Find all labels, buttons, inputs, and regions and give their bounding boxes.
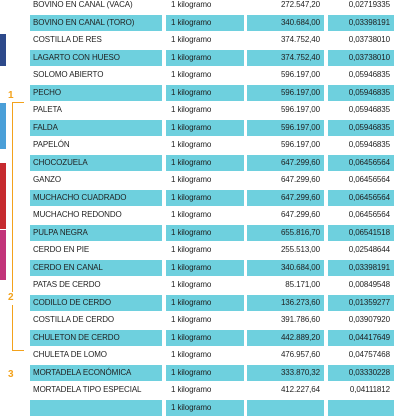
unit-cost-cell: 0,05946835 bbox=[328, 85, 394, 102]
unit-cell: 1 kilogramo bbox=[166, 260, 244, 277]
product-name-cell: CHULETON DE CERDO bbox=[30, 330, 162, 347]
table-row bbox=[30, 207, 390, 224]
product-name-cell: MUCHACHO CUADRADO bbox=[30, 190, 162, 207]
price-cell: 647.299,60 bbox=[247, 172, 324, 189]
price-table bbox=[30, 0, 390, 417]
unit-cost-cell: 0,04757468 bbox=[328, 347, 394, 364]
price-cell: 647.299,60 bbox=[247, 155, 324, 172]
product-name-cell: GANZO bbox=[30, 172, 162, 189]
price-cell: 391.786,60 bbox=[247, 312, 324, 329]
table-row bbox=[30, 32, 390, 49]
unit-cost-cell: 0,05946835 bbox=[328, 120, 394, 137]
unit-cost-cell: 0,03330228 bbox=[328, 365, 394, 382]
table-row bbox=[30, 172, 390, 189]
unit-cell: 1 kilogramo bbox=[166, 32, 244, 49]
price-cell: 476.957,60 bbox=[247, 347, 324, 364]
unit-cost-cell: 0,05946835 bbox=[328, 137, 394, 154]
table-row bbox=[30, 242, 390, 259]
price-cell: 596.197,00 bbox=[247, 137, 324, 154]
side-color-bar-red bbox=[0, 163, 6, 229]
unit-cost-cell: 0,03738010 bbox=[328, 50, 394, 67]
table-row bbox=[30, 295, 390, 312]
unit-cost-cell: 0,06541518 bbox=[328, 225, 394, 242]
unit-cost-cell: 0,02548644 bbox=[328, 242, 394, 259]
price-cell bbox=[247, 400, 324, 417]
unit-cost-cell: 0,04417649 bbox=[328, 330, 394, 347]
side-color-bar-lightblue bbox=[0, 103, 6, 149]
unit-cell: 1 kilogramo bbox=[166, 207, 244, 224]
product-name-cell: CODILLO DE CERDO bbox=[30, 295, 162, 312]
unit-cell: 1 kilogramo bbox=[166, 312, 244, 329]
unit-cell: 1 kilogramo bbox=[166, 67, 244, 84]
price-cell: 340.684,00 bbox=[247, 260, 324, 277]
table-row bbox=[30, 400, 375, 417]
table-row bbox=[30, 382, 390, 399]
table-row bbox=[30, 312, 390, 329]
price-cell: 374.752,40 bbox=[247, 32, 324, 49]
price-cell: 272.547,20 bbox=[247, 0, 324, 14]
unit-cost-cell: 0,03907920 bbox=[328, 312, 394, 329]
unit-cell: 1 kilogramo bbox=[166, 0, 244, 14]
price-cell: 136.273,60 bbox=[247, 295, 324, 312]
table-row bbox=[30, 330, 390, 347]
table-row bbox=[30, 50, 390, 67]
unit-cell: 1 kilogramo bbox=[166, 382, 244, 399]
side-color-bar-magenta bbox=[0, 230, 6, 280]
product-name-cell: MORTADELA TIPO ESPECIAL bbox=[30, 382, 162, 399]
unit-cell: 1 kilogramo bbox=[166, 365, 244, 382]
price-cell: 255.513,00 bbox=[247, 242, 324, 259]
price-cell: 596.197,00 bbox=[247, 85, 324, 102]
unit-cost-cell: 0,05946835 bbox=[328, 102, 394, 119]
product-name-cell bbox=[30, 400, 162, 417]
price-cell: 340.684,00 bbox=[247, 15, 324, 32]
price-cell: 647.299,60 bbox=[247, 207, 324, 224]
table-row bbox=[30, 0, 390, 14]
unit-cell: 1 kilogramo bbox=[166, 400, 244, 417]
price-cell: 442.889,20 bbox=[247, 330, 324, 347]
price-cell: 596.197,00 bbox=[247, 67, 324, 84]
price-cell: 596.197,00 bbox=[247, 120, 324, 137]
product-name-cell: COSTILLA DE CERDO bbox=[30, 312, 162, 329]
table-row bbox=[30, 225, 390, 242]
price-cell: 647.299,60 bbox=[247, 190, 324, 207]
unit-cell: 1 kilogramo bbox=[166, 225, 244, 242]
unit-cost-cell bbox=[328, 400, 394, 417]
table-row bbox=[30, 137, 390, 154]
section-number-2: 2 bbox=[8, 292, 14, 303]
product-name-cell: LAGARTO CON HUESO bbox=[30, 50, 162, 67]
product-name-cell: PECHO bbox=[30, 85, 162, 102]
product-name-cell: BOVINO EN CANAL (TORO) bbox=[30, 15, 162, 32]
table-row bbox=[30, 347, 390, 364]
unit-cell: 1 kilogramo bbox=[166, 190, 244, 207]
price-cell: 655.816,70 bbox=[247, 225, 324, 242]
product-name-cell: BOVINO EN CANAL (VACA) bbox=[30, 0, 162, 14]
table-row bbox=[30, 190, 390, 207]
unit-cell: 1 kilogramo bbox=[166, 347, 244, 364]
table-row bbox=[30, 67, 390, 84]
section-number-1: 1 bbox=[8, 90, 14, 101]
unit-cost-cell: 0,00849548 bbox=[328, 277, 394, 294]
product-name-cell: PALETA bbox=[30, 102, 162, 119]
product-name-cell: CERDO EN CANAL bbox=[30, 260, 162, 277]
unit-cost-cell: 0,03398191 bbox=[328, 15, 394, 32]
table-row bbox=[30, 85, 390, 102]
unit-cost-cell: 0,05946835 bbox=[328, 67, 394, 84]
product-name-cell: MORTADELA ECONÓMICA bbox=[30, 365, 162, 382]
product-name-cell: PULPA NEGRA bbox=[30, 225, 162, 242]
unit-cell: 1 kilogramo bbox=[166, 102, 244, 119]
table-row bbox=[30, 15, 390, 32]
unit-cell: 1 kilogramo bbox=[166, 242, 244, 259]
table-row bbox=[30, 102, 390, 119]
unit-cost-cell: 0,01359277 bbox=[328, 295, 394, 312]
price-cell: 333.870,32 bbox=[247, 365, 324, 382]
product-name-cell: COSTILLA DE RES bbox=[30, 32, 162, 49]
unit-cell: 1 kilogramo bbox=[166, 120, 244, 137]
product-name-cell: FALDA bbox=[30, 120, 162, 137]
section-bracket-1 bbox=[12, 102, 24, 292]
price-cell: 374.752,40 bbox=[247, 50, 324, 67]
product-name-cell: SOLOMO ABIERTO bbox=[30, 67, 162, 84]
table-row bbox=[30, 260, 390, 277]
unit-cell: 1 kilogramo bbox=[166, 50, 244, 67]
unit-cell: 1 kilogramo bbox=[166, 330, 244, 347]
unit-cell: 1 kilogramo bbox=[166, 137, 244, 154]
product-name-cell: PATAS DE CERDO bbox=[30, 277, 162, 294]
unit-cell: 1 kilogramo bbox=[166, 172, 244, 189]
unit-cost-cell: 0,06456564 bbox=[328, 190, 394, 207]
unit-cell: 1 kilogramo bbox=[166, 15, 244, 32]
price-cell: 412.227,64 bbox=[247, 382, 324, 399]
table-row bbox=[30, 120, 390, 137]
unit-cost-cell: 0,06456564 bbox=[328, 155, 394, 172]
price-cell: 85.171,00 bbox=[247, 277, 324, 294]
unit-cost-cell: 0,03398191 bbox=[328, 260, 394, 277]
price-cell: 596.197,00 bbox=[247, 102, 324, 119]
side-color-bar-navy bbox=[0, 34, 6, 66]
section-number-3: 3 bbox=[8, 369, 14, 380]
unit-cell: 1 kilogramo bbox=[166, 85, 244, 102]
unit-cost-cell: 0,03738010 bbox=[328, 32, 394, 49]
table-row bbox=[30, 277, 390, 294]
unit-cell: 1 kilogramo bbox=[166, 277, 244, 294]
product-name-cell: PAPELÓN bbox=[30, 137, 162, 154]
unit-cost-cell: 0,06456564 bbox=[328, 207, 394, 224]
product-name-cell: CERDO EN PIE bbox=[30, 242, 162, 259]
product-name-cell: CHOCOZUELA bbox=[30, 155, 162, 172]
unit-cell: 1 kilogramo bbox=[166, 155, 244, 172]
unit-cost-cell: 0,06456564 bbox=[328, 172, 394, 189]
section-bracket-2 bbox=[12, 305, 24, 351]
table-row bbox=[30, 155, 390, 172]
product-name-cell: CHULETA DE LOMO bbox=[30, 347, 162, 364]
table-row bbox=[30, 365, 390, 382]
unit-cost-cell: 0,02719335 bbox=[328, 0, 394, 14]
unit-cell: 1 kilogramo bbox=[166, 295, 244, 312]
unit-cost-cell: 0,04111812 bbox=[328, 382, 394, 399]
product-name-cell: MUCHACHO REDONDO bbox=[30, 207, 162, 224]
